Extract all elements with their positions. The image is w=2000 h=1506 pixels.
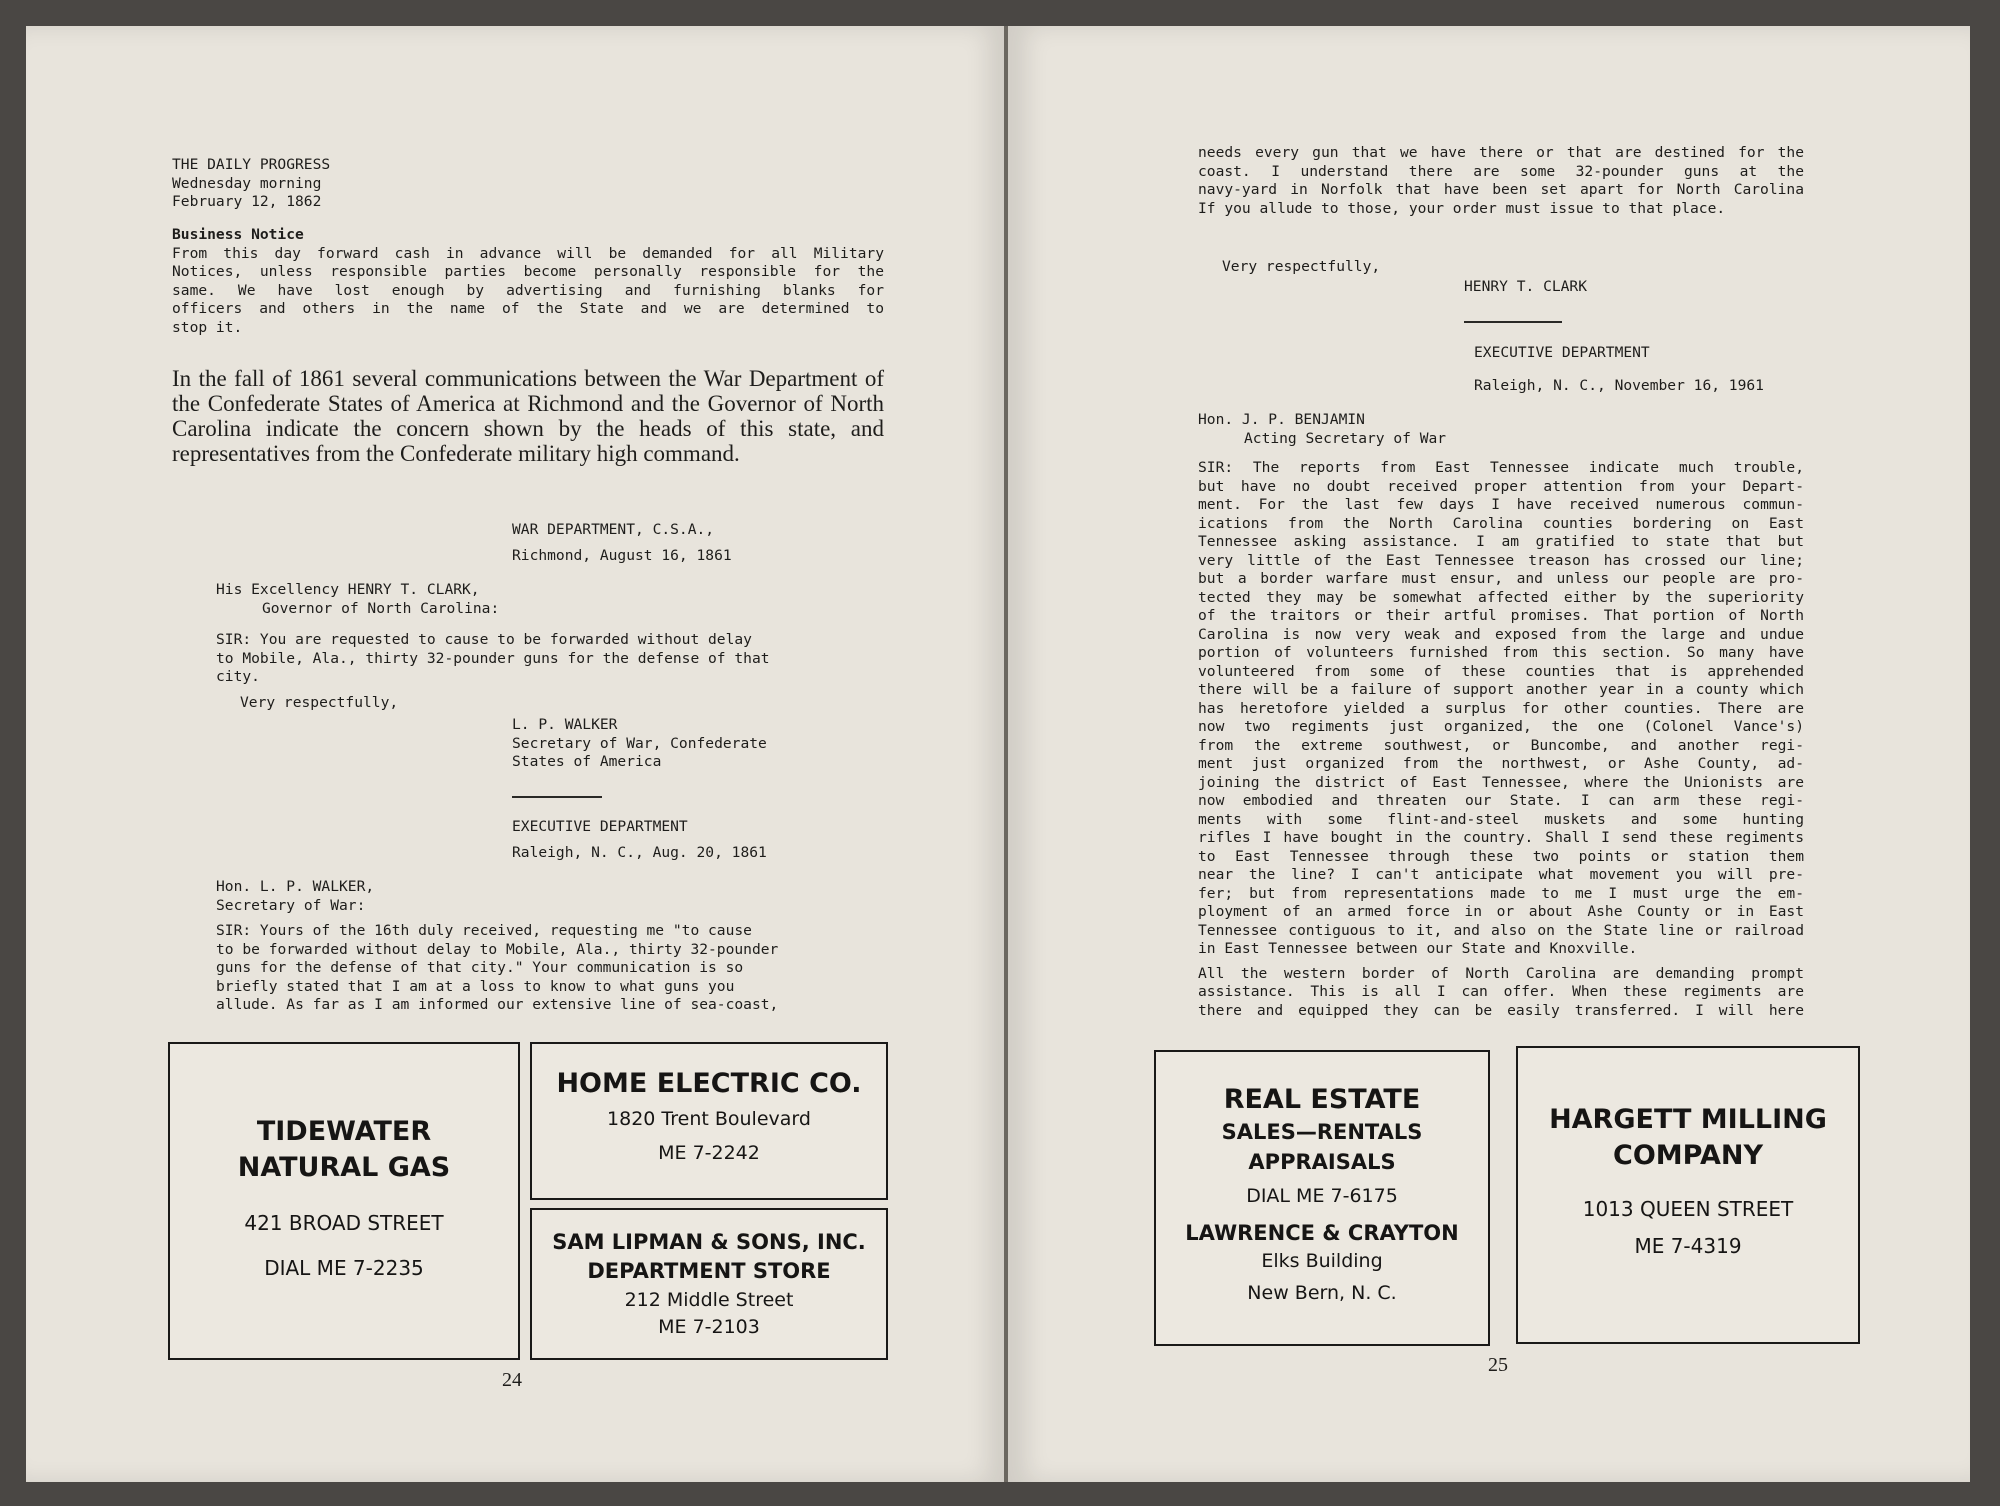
letter1-body bbox=[216, 631, 856, 712]
letter1-signature bbox=[512, 716, 767, 772]
ad-sam-lipman-name: SAM LIPMAN & SONS, INC. bbox=[552, 1230, 866, 1254]
letter3-body2-line: assistance. This is all I can offer. When these regiments are bbox=[1198, 983, 1804, 1000]
letter1-place-date: Richmond, August 16, 1861 bbox=[512, 546, 732, 564]
ad-home-electric-phone: ME 7-2242 bbox=[658, 1141, 760, 1164]
letter2-addressee-title: Secretary of War: bbox=[216, 896, 366, 914]
ad-hargett-phone: ME 7-4319 bbox=[1634, 1233, 1742, 1258]
letter2-addressee-name: Hon. L. P. WALKER, bbox=[216, 878, 375, 895]
ad-home-electric bbox=[530, 1042, 888, 1200]
letter3-body-line: to East Tennessee through these two points or station them bbox=[1198, 847, 1804, 865]
letter3-body-line: volunteered from some of these counties that is apprehended bbox=[1198, 662, 1804, 680]
letter2-body-line: SIR: Yours of the 16th duly received, requesting me "to cause bbox=[216, 922, 752, 939]
letter3-addressee bbox=[1198, 411, 1446, 448]
letter3-body-line: ment just organized from the northwest, or Ashe County, ad- bbox=[1198, 755, 1804, 772]
notice-line: officers and others in the name of the State and we are determined to bbox=[172, 300, 884, 317]
letter3-body-line: rifles I have bought in the country. Shall I send these regiments bbox=[1198, 829, 1804, 846]
letter3-body-line: there will be a failure of support another year in a county which bbox=[1198, 681, 1804, 698]
letter3-body-line: near the line? I can't anticipate what movement you will pre- bbox=[1198, 866, 1804, 883]
letter3-body-line: now two regiments just organized, the one (Colonel Vance's) bbox=[1198, 718, 1804, 735]
letter1-addressee-title: Governor of North Carolina: bbox=[262, 599, 500, 617]
left-page bbox=[26, 26, 1006, 1482]
ad-real-estate-line2: SALES—RENTALS bbox=[1221, 1120, 1423, 1145]
letter2-continuation bbox=[1198, 144, 1804, 218]
letter3-addressee-title: Acting Secretary of War bbox=[1244, 429, 1447, 447]
ad-sam-lipman-phone: ME 7-2103 bbox=[658, 1316, 760, 1339]
letter1-addressee-name: His Excellency HENRY T. CLARK, bbox=[216, 581, 480, 598]
right-page bbox=[1008, 26, 1970, 1482]
letter2-body-line: briefly stated that I am at a loss to know to what guns you bbox=[216, 977, 735, 995]
letter3-body-line: SIR: The reports from East Tennessee indicate much trouble, bbox=[1198, 459, 1804, 476]
ad-real-estate-line1: REAL ESTATE bbox=[1223, 1084, 1421, 1115]
continuation-line: If you allude to those, your order must issue to that place. bbox=[1198, 199, 1726, 217]
newspaper-header bbox=[172, 156, 330, 212]
letter1-body-line: to Mobile, Ala., thirty 32-pounder guns for the defense of that bbox=[216, 649, 770, 667]
letter3-body bbox=[1198, 459, 1804, 1020]
letter2-closing: Very respectfully, bbox=[1222, 258, 1381, 275]
newspaper-name: THE DAILY PROGRESS bbox=[172, 156, 331, 173]
letter3-body-line: from the extreme southwest, or Buncombe, and another regi- bbox=[1198, 736, 1804, 754]
ad-home-electric-name: HOME ELECTRIC CO. bbox=[556, 1068, 862, 1099]
notice-title: Business Notice bbox=[172, 226, 304, 243]
letter3-body-line: Tennessee contiguous to it, and also on the State line or railroad bbox=[1198, 921, 1804, 939]
letter3-body-line: ployment of an armed force in or about Ashe County or in East bbox=[1198, 903, 1804, 920]
notice-line: From this day forward cash in advance will be demanded for all Military bbox=[172, 244, 884, 262]
letter3-body-line: Tennessee asking assistance. I am gratified to state that but bbox=[1198, 533, 1804, 550]
letter3-body-line: very little of the East Tennessee treason has crossed our line; bbox=[1198, 551, 1804, 569]
continuation-line: needs every gun that we have there or that are destined for the bbox=[1198, 144, 1804, 161]
letter3-body-line: ment. For the last few days I have received numerous commun- bbox=[1198, 496, 1804, 513]
letter2-body bbox=[216, 922, 856, 1015]
letter2-dept: EXECUTIVE DEPARTMENT bbox=[512, 818, 688, 835]
ad-sam-lipman-sub: DEPARTMENT STORE bbox=[587, 1259, 831, 1284]
letter2-body-line: allude. As far as I am informed our extensive line of sea-coast, bbox=[216, 996, 779, 1013]
letter3-body-line: of the traitors or their artful promises. That portion of North bbox=[1198, 607, 1804, 624]
ad-tidewater-name: TIDEWATER bbox=[256, 1116, 432, 1147]
letter3-body2-line: All the western border of North Carolina are demanding prompt bbox=[1198, 964, 1804, 982]
letter2-place-date: Raleigh, N. C., Aug. 20, 1861 bbox=[512, 843, 767, 861]
ad-real-estate-building: Elks Building bbox=[1261, 1250, 1383, 1273]
letter2-addressee bbox=[216, 878, 374, 915]
divider-rule bbox=[512, 796, 602, 798]
ad-tidewater-address: 421 BROAD STREET bbox=[244, 1210, 444, 1235]
newspaper-day: Wednesday morning bbox=[172, 174, 322, 192]
letter3-body-line: has heretofore yielded a surplus for other counties. There are bbox=[1198, 699, 1804, 717]
letter1-body-line: city. bbox=[216, 668, 260, 685]
ad-real-estate-city: New Bern, N. C. bbox=[1247, 1281, 1397, 1304]
letter2-body-line: to be forwarded without delay to Mobile, Ala., thirty 32-pounder bbox=[216, 940, 779, 958]
letter3-body-line: ications from the North Carolina counties bordering on East bbox=[1198, 514, 1804, 532]
ad-home-electric-address: 1820 Trent Boulevard bbox=[607, 1108, 811, 1131]
letter1-dept: WAR DEPARTMENT, C.S.A., bbox=[512, 521, 715, 538]
ad-hargett-milling bbox=[1516, 1046, 1860, 1344]
newspaper-date: February 12, 1862 bbox=[172, 193, 322, 210]
letter1-closing: Very respectfully, bbox=[240, 693, 399, 711]
divider-rule bbox=[1464, 321, 1562, 323]
notice-line: stop it. bbox=[172, 318, 243, 336]
ad-hargett-name: HARGETT MILLING bbox=[1549, 1104, 1827, 1135]
letter1-sig-name: L. P. WALKER bbox=[512, 716, 618, 733]
letter2-body-line: guns for the defense of that city." Your communication is so bbox=[216, 959, 744, 976]
ad-real-estate-phone: DIAL ME 7-6175 bbox=[1246, 1185, 1398, 1208]
notice-line: Notices, unless responsible parties become personally responsible for the bbox=[172, 263, 884, 280]
letter2-signature: HENRY T. CLARK bbox=[1464, 278, 1588, 295]
letter3-body-line: but a border warfare must ensur, and unless our people are pro- bbox=[1198, 570, 1804, 587]
business-notice bbox=[172, 226, 884, 337]
ad-tidewater-phone: DIAL ME 7-2235 bbox=[264, 1255, 424, 1280]
ad-sam-lipman bbox=[530, 1208, 888, 1360]
letter3-body-line: ments with some flint-and-steel muskets and some hunting bbox=[1198, 810, 1804, 828]
continuation-line: navy-yard in Norfolk that have been set apart for North Carolina bbox=[1198, 181, 1804, 198]
letter3-body-line: Carolina is now very weak and exposed from the large and undue bbox=[1198, 625, 1804, 643]
letter3-body-line: fer; but from representations made to me I must urge the em- bbox=[1198, 884, 1804, 902]
letter3-body-line: portion of volunteers furnished from this section. So many have bbox=[1198, 644, 1804, 661]
letter3-addressee-name: Hon. J. P. BENJAMIN bbox=[1198, 411, 1365, 428]
letter3-body-line: in East Tennessee between our State and Knoxville. bbox=[1198, 940, 1638, 957]
page-number: 24 bbox=[502, 1369, 522, 1391]
letter1-heading bbox=[512, 521, 732, 565]
ad-tidewater-natural-gas bbox=[168, 1042, 520, 1360]
notice-line: same. We have lost enough by advertising and furnishing blanks for bbox=[172, 281, 884, 299]
letter3-body-line: joining the district of East Tennessee, where the Unionists are bbox=[1198, 773, 1804, 791]
ad-tidewater-name: NATURAL GAS bbox=[237, 1152, 451, 1184]
page-number: 25 bbox=[1488, 1354, 1508, 1376]
letter1-sig-title: States of America bbox=[512, 753, 662, 770]
letter1-sig-title: Secretary of War, Confederate bbox=[512, 734, 767, 752]
ad-real-estate-firm: LAWRENCE & CRAYTON bbox=[1185, 1220, 1459, 1245]
letter1-body-line: SIR: You are requested to cause to be forwarded without delay bbox=[216, 631, 752, 648]
ad-hargett-name: COMPANY bbox=[1613, 1140, 1763, 1172]
letter3-dept: EXECUTIVE DEPARTMENT bbox=[1474, 344, 1650, 361]
letter1-addressee bbox=[216, 581, 499, 618]
continuation-line: coast. I understand there are some 32-pounder guns at the bbox=[1198, 162, 1804, 180]
ad-hargett-address: 1013 QUEEN STREET bbox=[1582, 1196, 1794, 1221]
intro-paragraph: In the fall of 1861 several communications between the War Department of the Confederate States of America at Richmond and the Governor of North Carolina indicate the concern shown by the heads of this state, and representatives from the Confederate military high command. bbox=[172, 366, 884, 466]
letter3-place-date: Raleigh, N. C., November 16, 1961 bbox=[1474, 377, 1764, 394]
letter3-body-line: now embodied and threaten our State. I can arm these regi- bbox=[1198, 792, 1804, 809]
letter3-body-line: tected they may be somewhat affected either by the superiority bbox=[1198, 588, 1804, 606]
letter3-body-line: but have no doubt received proper attention from your Depart- bbox=[1198, 477, 1804, 495]
ad-real-estate-line3: APPRAISALS bbox=[1248, 1149, 1396, 1174]
ad-sam-lipman-address: 212 Middle Street bbox=[624, 1288, 794, 1311]
letter3-body2-line: there and equipped they can be easily transferred. I will here bbox=[1198, 1001, 1804, 1019]
letter2-heading bbox=[512, 818, 767, 862]
ad-real-estate bbox=[1154, 1050, 1490, 1346]
